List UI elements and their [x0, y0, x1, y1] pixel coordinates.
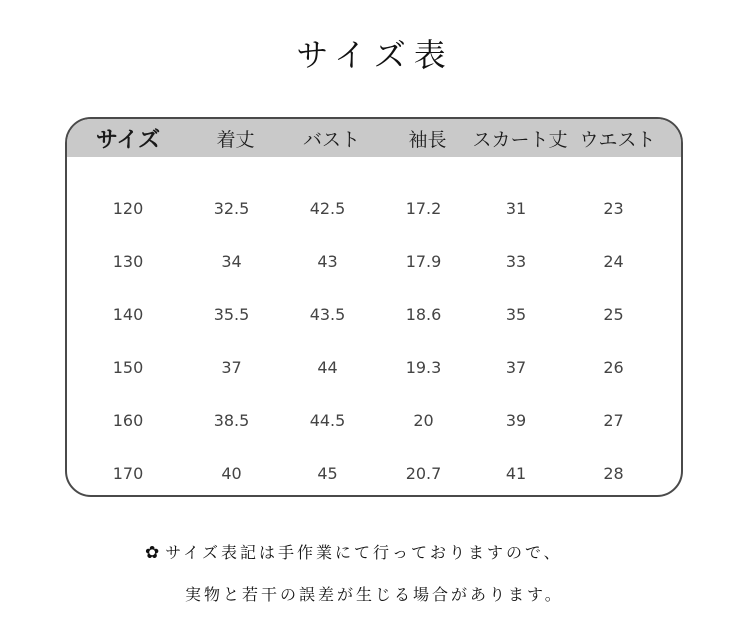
cell-sleeve: 17.2 — [405, 199, 442, 218]
cell-bust: 43 — [317, 252, 338, 271]
table-header — [67, 119, 681, 157]
cell-skirt-length: 39 — [505, 411, 527, 430]
cell-length: 37 — [221, 358, 242, 377]
cell-size: 150 — [112, 358, 144, 377]
cell-size: 160 — [112, 411, 144, 430]
table-row — [67, 288, 681, 341]
cell-sleeve: 20 — [413, 411, 434, 430]
header-bust: バスト — [302, 128, 360, 151]
cell-skirt-length: 35 — [505, 305, 527, 324]
table-body — [67, 157, 681, 497]
cell-waist: 28 — [603, 464, 624, 483]
note-text-1: サイズ表記は手作業にて行っておりますので、 — [165, 543, 563, 562]
table-row — [67, 182, 681, 235]
cell-length: 40 — [221, 464, 242, 483]
page-title: サイズ表 — [296, 36, 454, 74]
cell-skirt-length: 33 — [505, 252, 527, 271]
cell-sleeve: 18.6 — [405, 305, 442, 324]
note-line-1 — [145, 540, 563, 563]
cell-length: 32.5 — [213, 199, 250, 218]
cell-skirt-length: 41 — [505, 464, 527, 483]
size-table — [65, 117, 683, 497]
cell-length: 38.5 — [213, 411, 250, 430]
header-size: サイズ — [95, 127, 161, 153]
table-row — [67, 235, 681, 288]
cell-length: 34 — [221, 252, 242, 271]
cell-waist: 24 — [603, 252, 624, 271]
header-sleeve: 袖長 — [408, 128, 447, 151]
table-row — [67, 447, 681, 497]
cell-size: 140 — [112, 305, 144, 324]
cell-size: 170 — [112, 464, 144, 483]
cell-length: 35.5 — [213, 305, 250, 324]
star-icon: ✿ — [145, 543, 163, 563]
cell-skirt-length: 31 — [505, 199, 527, 218]
table-row — [67, 394, 681, 447]
cell-skirt-length: 37 — [505, 358, 527, 377]
cell-bust: 45 — [317, 464, 338, 483]
note-line-2: 実物と若干の誤差が生じる場合があります。 — [185, 585, 564, 604]
header-waist: ウエスト — [579, 128, 656, 151]
cell-bust: 44 — [317, 358, 338, 377]
cell-sleeve: 19.3 — [405, 358, 442, 377]
cell-sleeve: 20.7 — [405, 464, 442, 483]
cell-bust: 43.5 — [309, 305, 346, 324]
cell-waist: 23 — [603, 199, 624, 218]
table-row — [67, 341, 681, 394]
cell-waist: 27 — [603, 411, 624, 430]
cell-waist: 25 — [603, 305, 624, 324]
header-length: 着丈 — [216, 128, 255, 151]
cell-waist: 26 — [603, 358, 624, 377]
header-skirt-length: スカート丈 — [472, 128, 568, 151]
cell-size: 120 — [112, 199, 144, 218]
cell-size: 130 — [112, 252, 144, 271]
cell-bust: 42.5 — [309, 199, 346, 218]
cell-sleeve: 17.9 — [405, 252, 442, 271]
cell-bust: 44.5 — [309, 411, 346, 430]
